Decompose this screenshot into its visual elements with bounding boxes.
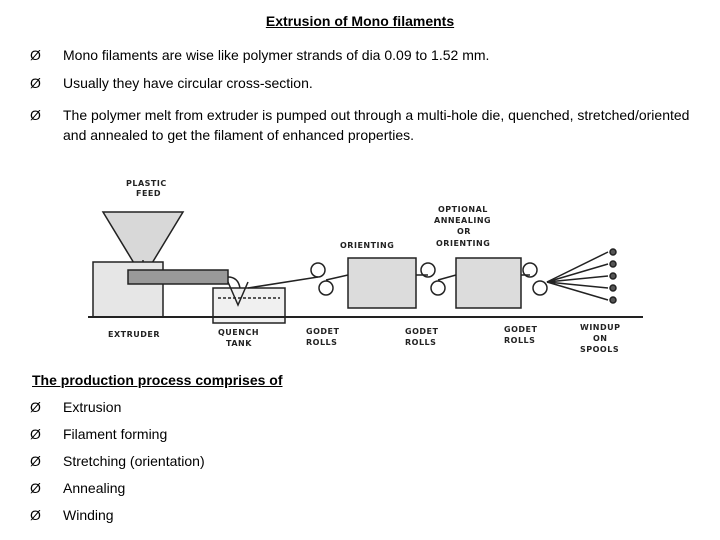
label-on: ON <box>593 334 608 343</box>
godet-roll <box>319 281 333 295</box>
arrow-bullet-icon: Ø <box>30 107 41 123</box>
label-godet-2: GODET <box>405 327 439 336</box>
annealing-oven <box>456 258 521 308</box>
label-rolls-1: ROLLS <box>306 338 338 347</box>
bullet-text: Usually they have circular cross-section. <box>63 75 313 91</box>
step-text: Stretching (orientation) <box>63 453 205 469</box>
bullet-item <box>30 105 700 145</box>
spool <box>610 261 616 267</box>
list-item <box>30 397 205 424</box>
process-step-list <box>30 397 205 532</box>
godet-roll <box>311 263 325 277</box>
label-rolls-2: ROLLS <box>405 338 437 347</box>
label-quench: QUENCH <box>218 328 260 337</box>
step-text: Annealing <box>63 480 126 496</box>
label-windup: WINDUP <box>580 323 621 332</box>
step-text: Winding <box>63 507 114 523</box>
arrow-bullet-icon: Ø <box>30 507 41 523</box>
bullet-text: Mono filaments are wise like polymer strands of dia 0.09 to 1.52 mm. <box>63 47 490 63</box>
bullet-text: The polymer melt from extruder is pumped out through a multi-hole die, quenched, stretched/oriented and annealed to get the filament of enhanced properties. <box>63 107 690 143</box>
spool <box>610 285 616 291</box>
arrow-bullet-icon: Ø <box>30 426 41 442</box>
arrow-bullet-icon: Ø <box>30 47 41 63</box>
production-process-heading: The production process comprises of <box>32 372 283 388</box>
list-item <box>30 478 205 505</box>
godet-roll <box>431 281 445 295</box>
label-feed: FEED <box>136 189 162 198</box>
label-spools: SPOOLS <box>580 345 620 354</box>
list-item <box>30 505 205 532</box>
arrow-bullet-icon: Ø <box>30 480 41 496</box>
label-rolls-3: ROLLS <box>504 336 536 345</box>
label-orienting: ORIENTING <box>340 241 395 250</box>
bullet-item <box>30 45 700 65</box>
godet-roll <box>533 281 547 295</box>
label-tank: TANK <box>226 339 252 348</box>
label-extruder: EXTRUDER <box>108 330 161 339</box>
label-or: OR <box>457 227 471 236</box>
arrow-bullet-icon: Ø <box>30 399 41 415</box>
spool <box>610 297 616 303</box>
list-item <box>30 451 205 478</box>
label-godet-3: GODET <box>504 325 538 334</box>
bullet-item <box>30 73 700 93</box>
label-optional: OPTIONAL <box>438 205 488 214</box>
arrow-bullet-icon: Ø <box>30 75 41 91</box>
label-orienting-2: ORIENTING <box>436 239 491 248</box>
label-annealing: ANNEALING <box>434 216 492 225</box>
step-text: Extrusion <box>63 399 122 415</box>
label-godet-1: GODET <box>306 327 340 336</box>
extruder-barrel <box>128 270 228 284</box>
spool <box>610 249 616 255</box>
arrow-bullet-icon: Ø <box>30 453 41 469</box>
orienting-oven <box>348 258 416 308</box>
step-text: Filament forming <box>63 426 168 442</box>
label-plastic: PLASTIC <box>126 179 167 188</box>
extrusion-process-diagram <box>88 170 648 370</box>
page-title: Extrusion of Mono filaments <box>265 13 455 29</box>
list-item <box>30 424 205 451</box>
spool <box>610 273 616 279</box>
